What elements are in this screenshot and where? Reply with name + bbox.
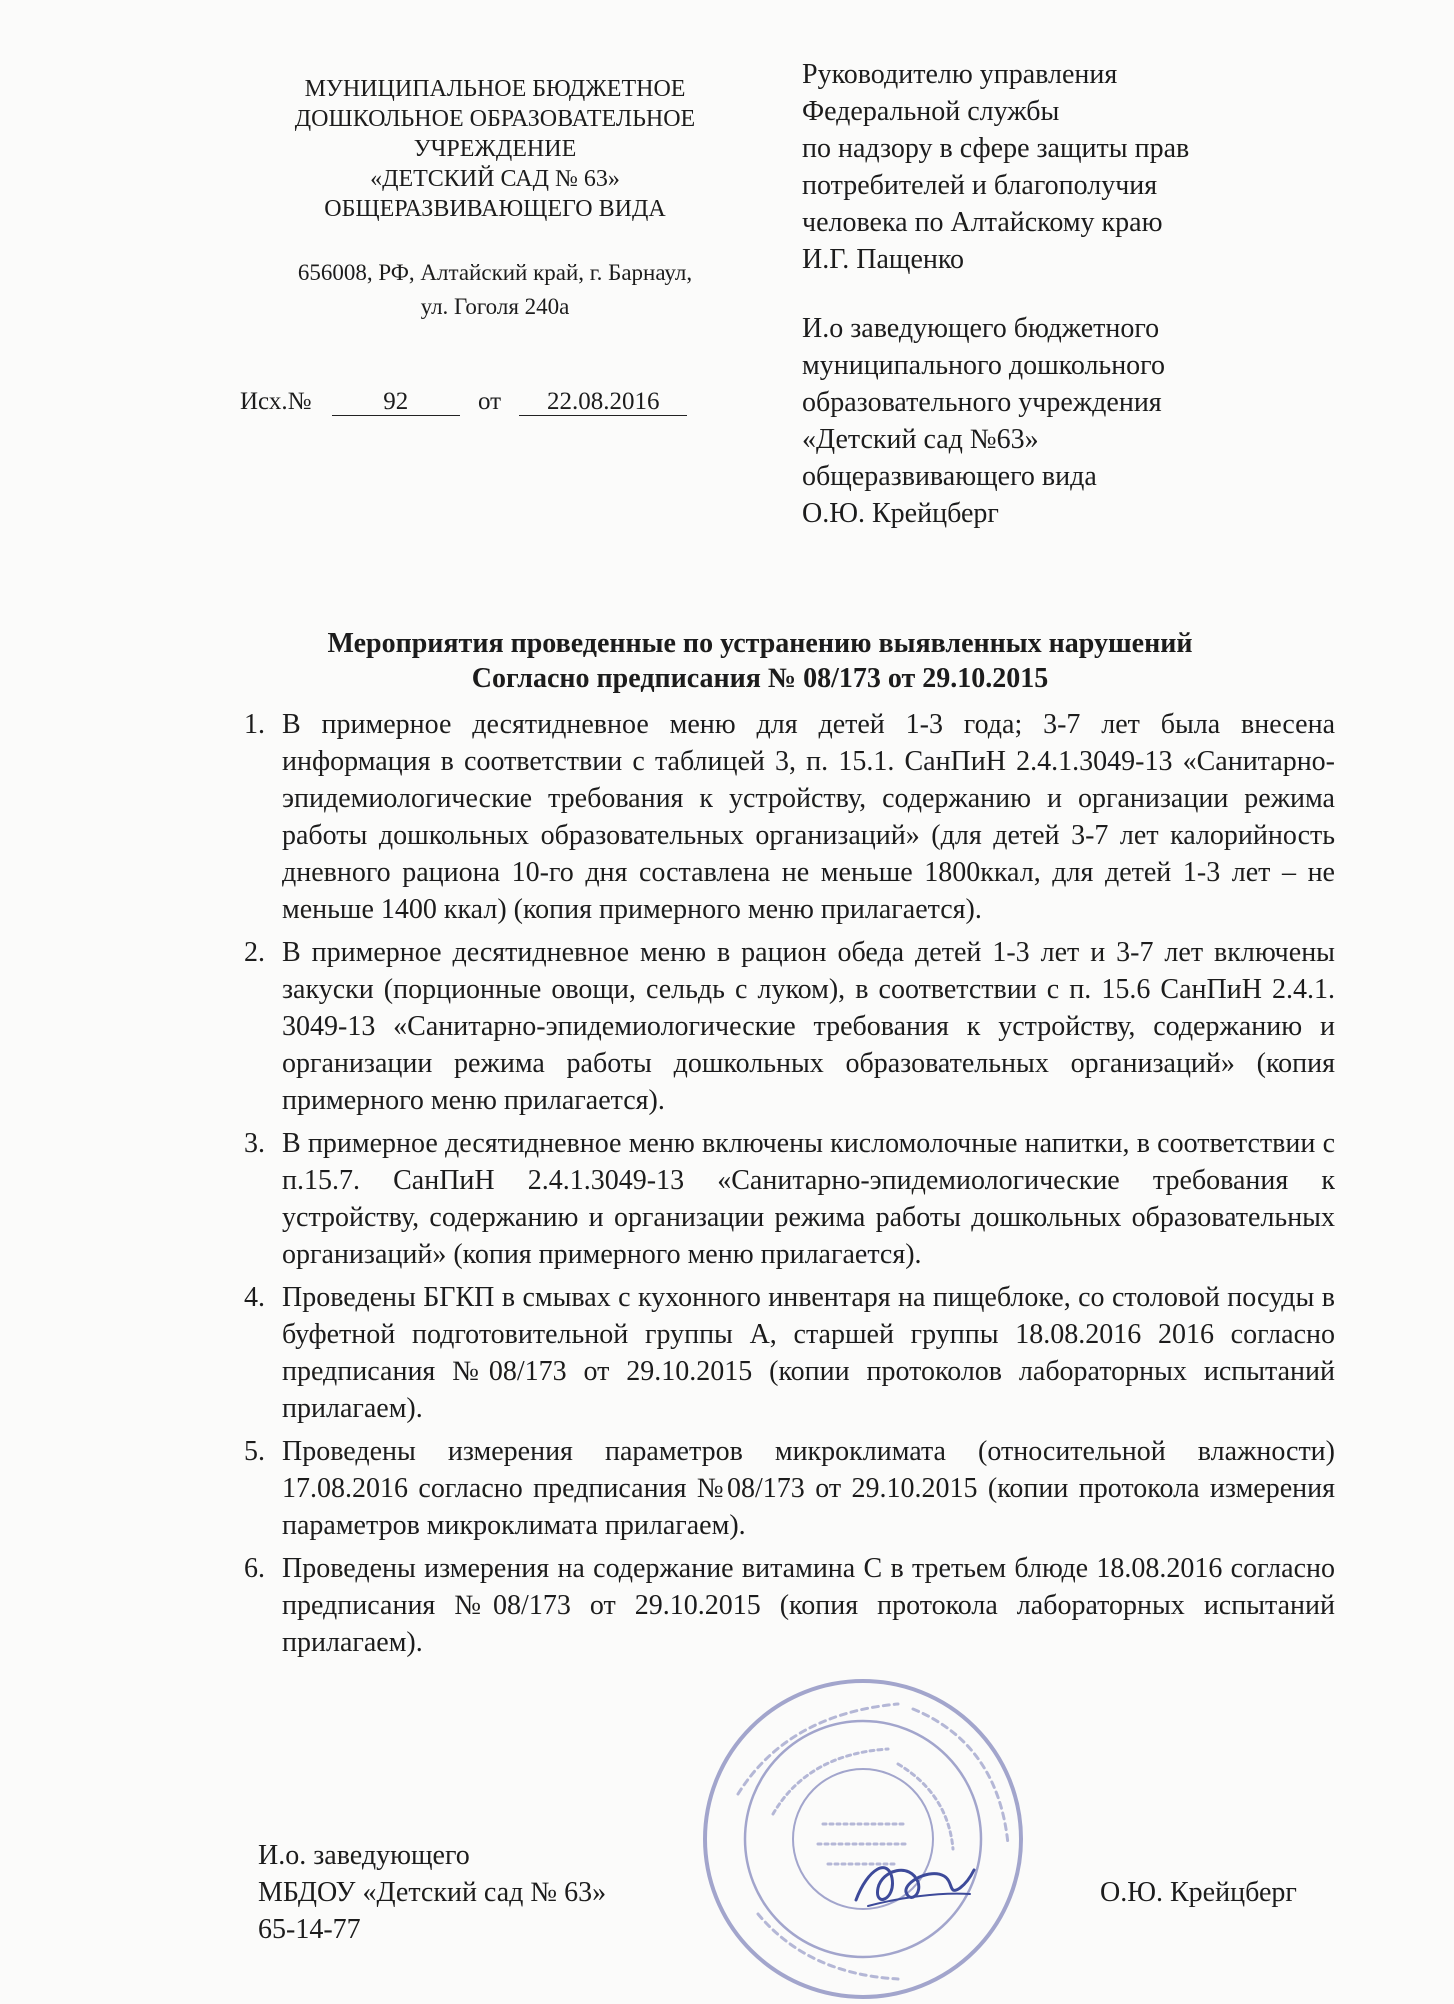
- addressee-line: по надзору в сфере защиты прав: [802, 133, 1190, 164]
- org-line: ОБЩЕРАЗВИВАЮЩЕГО ВИДА: [324, 196, 666, 222]
- item-number: 1.: [244, 709, 265, 740]
- item-text: В примерное десятидневное меню в рацион обеда детей 1-3 лет и 3-7 лет включены закуски (порционные овощи, сельдь с луком), в соответствии с п. 15.6 СанПиН 2.4.1. 3049-13 «Санитарно-эпидемиологические требования к устройству, содержанию и организации режима работы дошкольных образовательных организаций» (копия примерного меню прилагается).: [282, 937, 1335, 1116]
- out-ref-number: 92: [332, 389, 460, 416]
- item-number: 3.: [244, 1128, 265, 1159]
- list-item: [244, 1125, 1335, 1273]
- signatory-organization: МБДОУ «Детский сад № 63»: [258, 1877, 607, 1908]
- addressee-line: человека по Алтайскому краю: [802, 207, 1163, 238]
- list-item: [244, 934, 1335, 1119]
- out-ref-label: Исх.№: [240, 388, 312, 415]
- addressee-line: потребителей и благополучия: [802, 170, 1158, 201]
- item-text: Проведены измерения параметров микроклимата (относительной влажности) 17.08.2016 согласно предписания №08/173 от 29.10.2015 (копии протокола измерения параметров микроклимата прилагаем).: [282, 1436, 1335, 1541]
- item-text: В примерное десятидневное меню для детей 1-3 года; 3-7 лет была внесена информация в соответствии с таблицей 3, п. 15.1. СанПиН 2.4.1.3049-13 «Санитарно-эпидемиологические требования к устройству, содержанию и организации режима работы дошкольных образовательных организаций» (для детей 3-7 лет калорийность дневного рациона 10-го дня составлена не меньше 1800ккал, для детей 1-3 лет – не меньше 1400 ккал) (копия примерного меню прилагается).: [282, 709, 1335, 925]
- org-line: «ДЕТСКИЙ САД № 63»: [370, 166, 620, 192]
- list-item: [244, 1550, 1335, 1661]
- item-number: 2.: [244, 937, 265, 968]
- recipient-block: [802, 56, 1362, 564]
- measures-list: [244, 706, 1335, 1667]
- list-item: [244, 706, 1335, 928]
- out-ref-date: 22.08.2016: [519, 389, 687, 416]
- addressee-line: Федеральной службы: [802, 96, 1060, 127]
- item-number: 4.: [244, 1282, 265, 1313]
- signatory-name: О.Ю. Крейцберг: [1100, 1877, 1297, 1908]
- address-line: 656008, РФ, Алтайский край, г. Барнаул,: [297, 260, 693, 285]
- org-name: [225, 74, 765, 224]
- signatory-phone: 65-14-77: [258, 1914, 361, 1945]
- address-line: ул. Гоголя 240а: [420, 294, 570, 319]
- sender-official-line: общеразвивающего вида: [802, 461, 1097, 492]
- out-ref-from-label: от: [477, 388, 502, 415]
- round-stamp: [698, 1674, 1028, 2004]
- sender-official-line: И.о заведующего бюджетного: [802, 313, 1160, 344]
- title-line-1: Мероприятия проведенные по устранению выявленных нарушений: [327, 628, 1193, 659]
- sender-official-line: образовательного учреждения: [802, 387, 1162, 418]
- outgoing-reference: [240, 388, 687, 416]
- item-text: Проведены БГКП в смывах с кухонного инвентаря на пищеблоке, со столовой посуды в буфетной подготовительной группы А, старшей группы 18.08.2016 2016 согласно предписания №08/173 от 29.10.2015 (копии протоколов лабораторных испытаний прилагаем).: [282, 1282, 1335, 1424]
- org-line: МУНИЦИПАЛЬНОЕ БЮДЖЕТНОЕ: [304, 76, 686, 102]
- addressee: [802, 56, 1362, 278]
- sender-official-line: О.Ю. Крейцберг: [802, 498, 999, 529]
- item-number: 6.: [244, 1553, 265, 1584]
- sender-official-line: «Детский сад №63»: [802, 424, 1039, 455]
- org-line: УЧРЕЖДЕНИЕ: [413, 136, 577, 162]
- list-item: [244, 1279, 1335, 1427]
- handwritten-signature: [848, 1848, 978, 1918]
- item-text: В примерное десятидневное меню включены кисломолочные напитки, в соответствии с п.15.7. СанПиН 2.4.1.3049-13 «Санитарно-эпидемиологические требования к устройству, содержанию и организации режима работы дошкольных образовательных организаций» (копия примерного меню прилагается).: [282, 1128, 1335, 1270]
- sender-block: [225, 74, 765, 324]
- item-number: 5.: [244, 1436, 265, 1467]
- item-text: Проведены измерения на содержание витамина С в третьем блюде 18.08.2016 согласно предписания №08/173 от 29.10.2015 (копия протокола лабораторных испытаний прилагаем).: [282, 1553, 1335, 1658]
- list-item: [244, 1433, 1335, 1544]
- org-line: ДОШКОЛЬНОЕ ОБРАЗОВАТЕЛЬНОЕ: [294, 106, 696, 132]
- document-title: [180, 626, 1340, 696]
- sender-official: [802, 310, 1362, 532]
- signatory-position: И.о. заведующего: [258, 1840, 470, 1871]
- signatory-block: [258, 1837, 606, 1948]
- title-line-2: Согласно предписания № 08/173 от 29.10.2015: [471, 663, 1049, 694]
- org-address: [225, 256, 765, 324]
- addressee-line: Руководителю управления: [802, 59, 1118, 90]
- sender-official-line: муниципального дошкольного: [802, 350, 1165, 381]
- addressee-line: И.Г. Пащенко: [802, 244, 965, 275]
